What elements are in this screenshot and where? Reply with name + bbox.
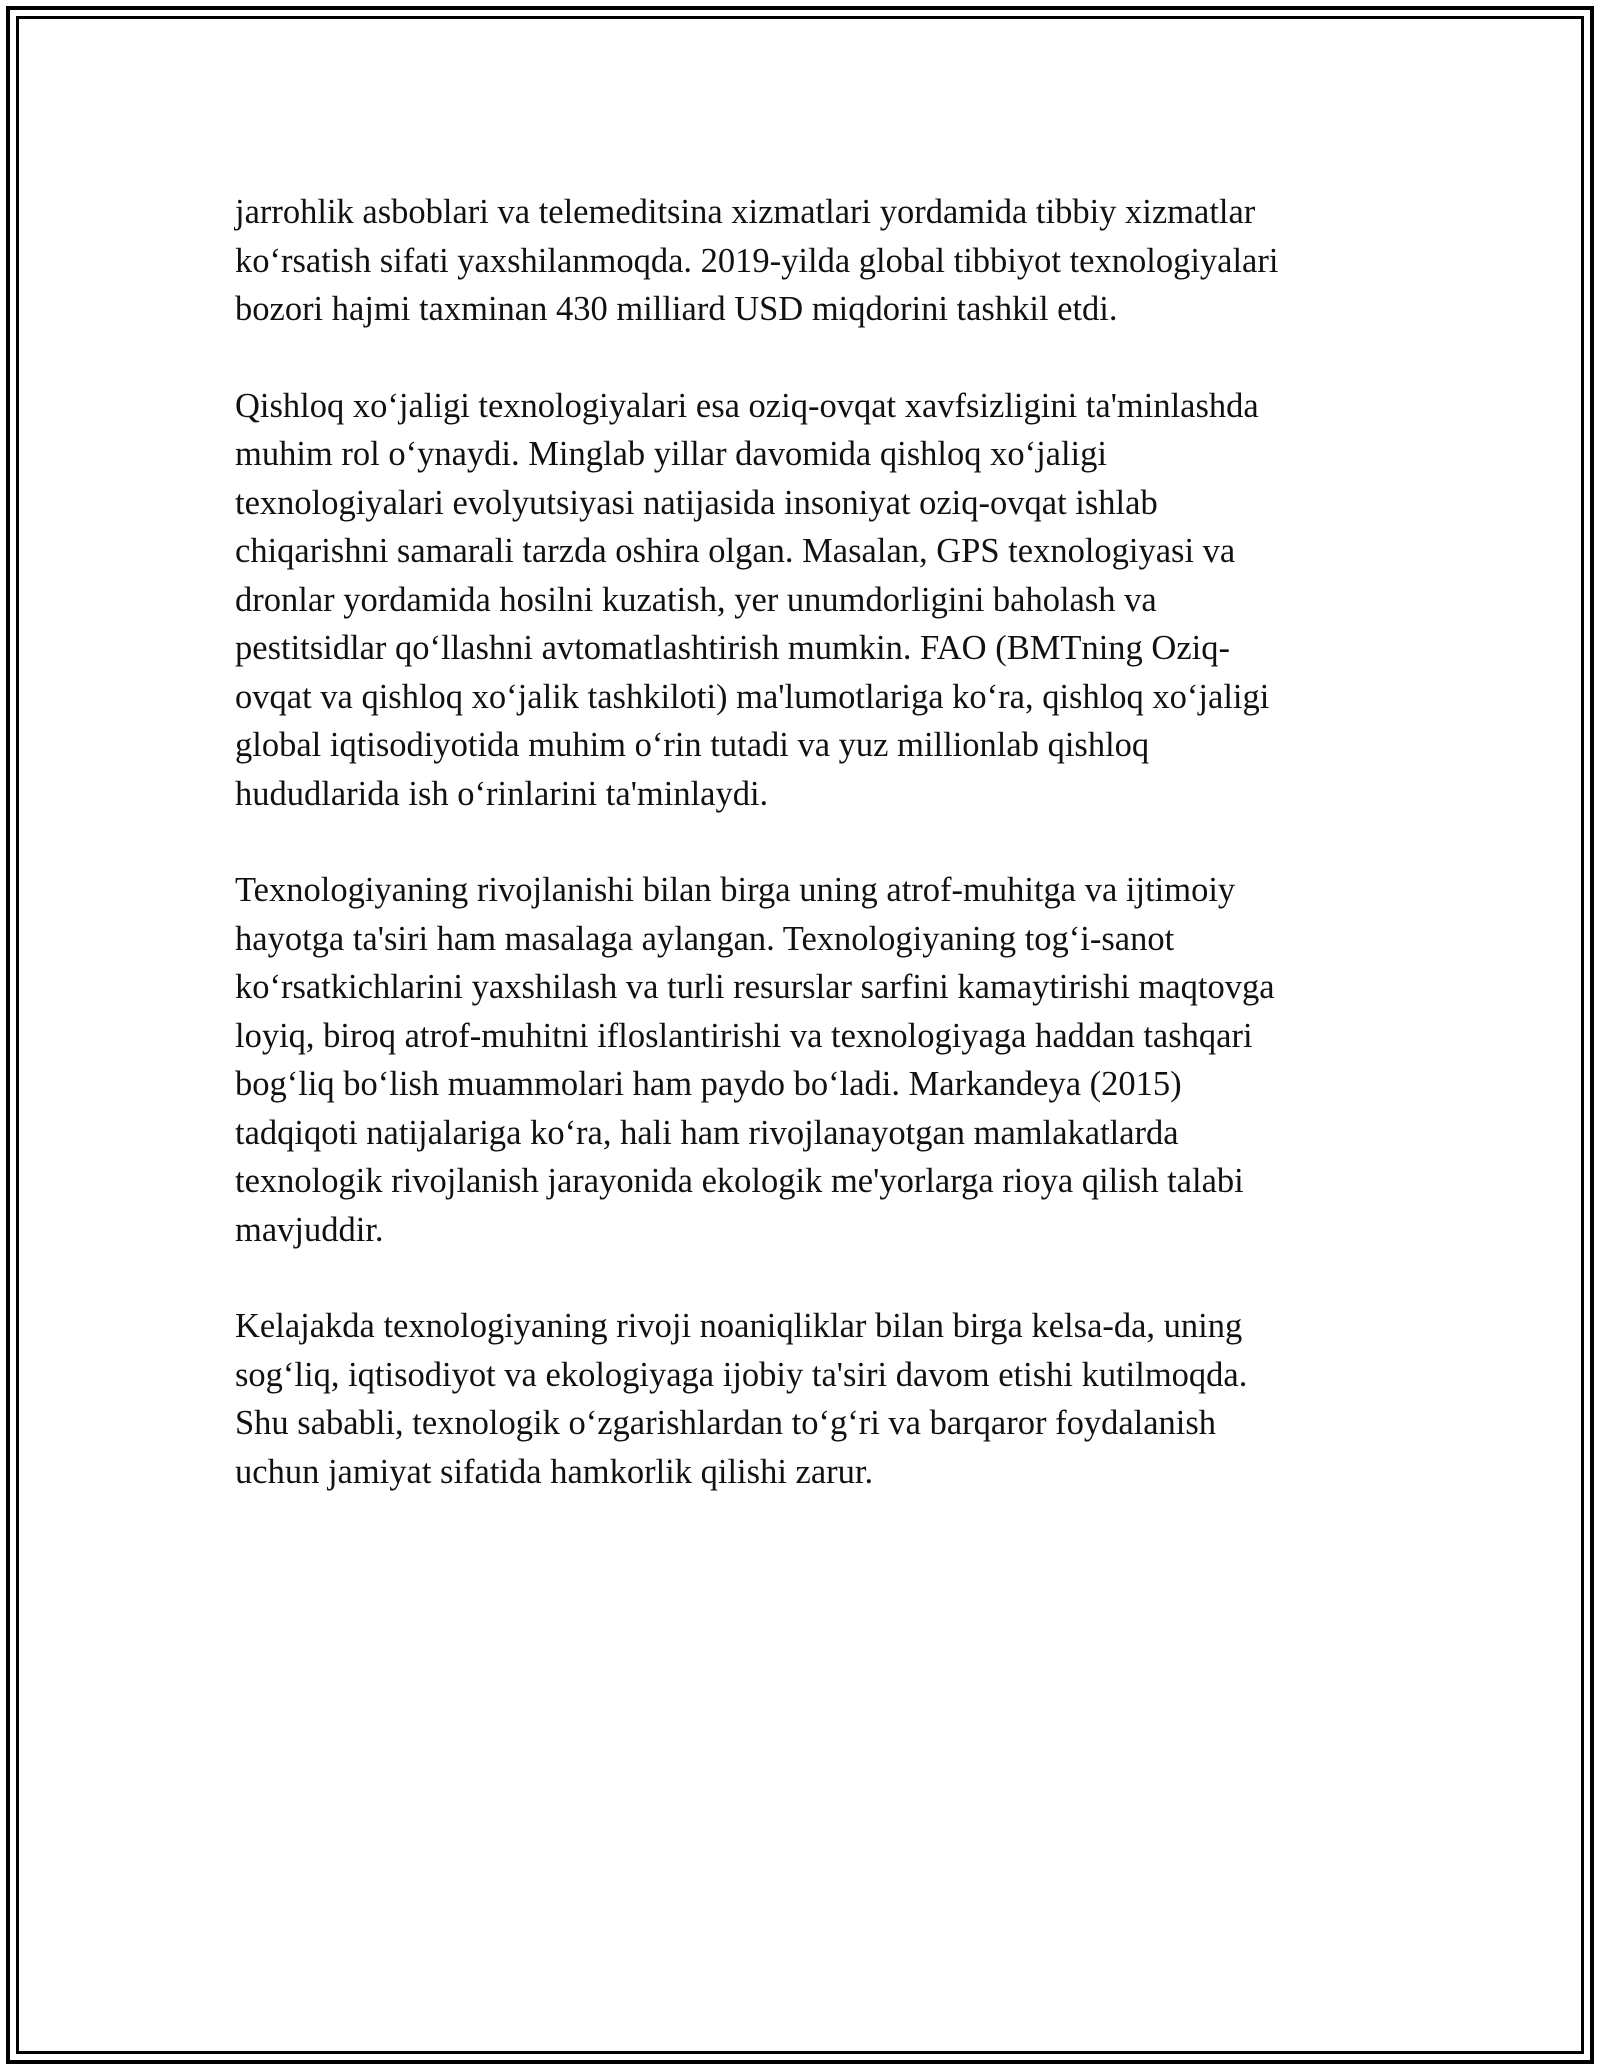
paragraph-medical-technology: jarrohlik asboblari va telemeditsina xizmatlari yordamida tibbiy xizmatlar ko‘rsatish sifati yaxshilanmoqda. 2019-yilda global tibbiyot texnologiyalari bozori hajmi taxminan 430 milliard USD miqdorini tashkil etdi. (235, 193, 1279, 328)
paragraph-agriculture-technology: Qishloq xo‘jaligi texnologiyalari esa oziq-ovqat xavfsizligini ta'minlashda muhim rol o‘ynaydi. Minglab yillar davomida qishloq xo‘jaligi texnologiyalari evolyutsiyasi natijasida insoniyat oziq-ovqat ishlab chiqarishni samarali tarzda oshira olgan. Masalan, GPS texnologiyasi va dronlar yordamida hosilni kuzatish, yer unumdorligini baholash va pestitsidlar qo‘llashni avtomatlashtirish mumkin. FAO (BMTning Oziq- ovqat va qishloq xo‘jalik tashkiloti) ma'lumotlariga ko‘ra, qishloq xo‘jaligi global iqtisodiyotida muhim o‘rin tutadi va yuz millionlab qishloq hududlarida ish o‘rinlarini ta'minlaydi. (235, 386, 1270, 813)
paragraph-environmental-impact: Texnologiyaning rivojlanishi bilan birga uning atrof-muhitga va ijtimoiy hayotga ta'siri ham masalaga aylangan. Texnologiyaning tog‘i-sanot ko‘rsatkichlarini yaxshilash va turli resurslar sarfini kamaytirishi maqtovga loyiq, biroq atrof-muhitni ifloslantirishi va texnologiyaga haddan tashqari bog‘liq bo‘lish muammolari ham paydo bo‘ladi. Markandeya (2015) tadqiqoti natijalariga ko‘ra, hali ham rivojlanayotgan mamlakatlarda texnologik rivojlanish jarayonida ekologik me'yorlarga rioya qilish talabi mavjuddir. (235, 871, 1275, 1249)
paragraph-future-outlook: Kelajakda texnologiyaning rivoji noaniqliklar bilan birga kelsa-da, uning sog‘liq, iqtisodiyot va ekologiyaga ijobiy ta'siri davom etishi kutilmoqda. Shu sababli, texnologik o‘zgarishlardan to‘g‘ri va barqaror foydalanish uchun jamiyat sifatida hamkorlik qilishi zarur. (235, 1307, 1248, 1491)
document-body (235, 188, 1365, 1544)
